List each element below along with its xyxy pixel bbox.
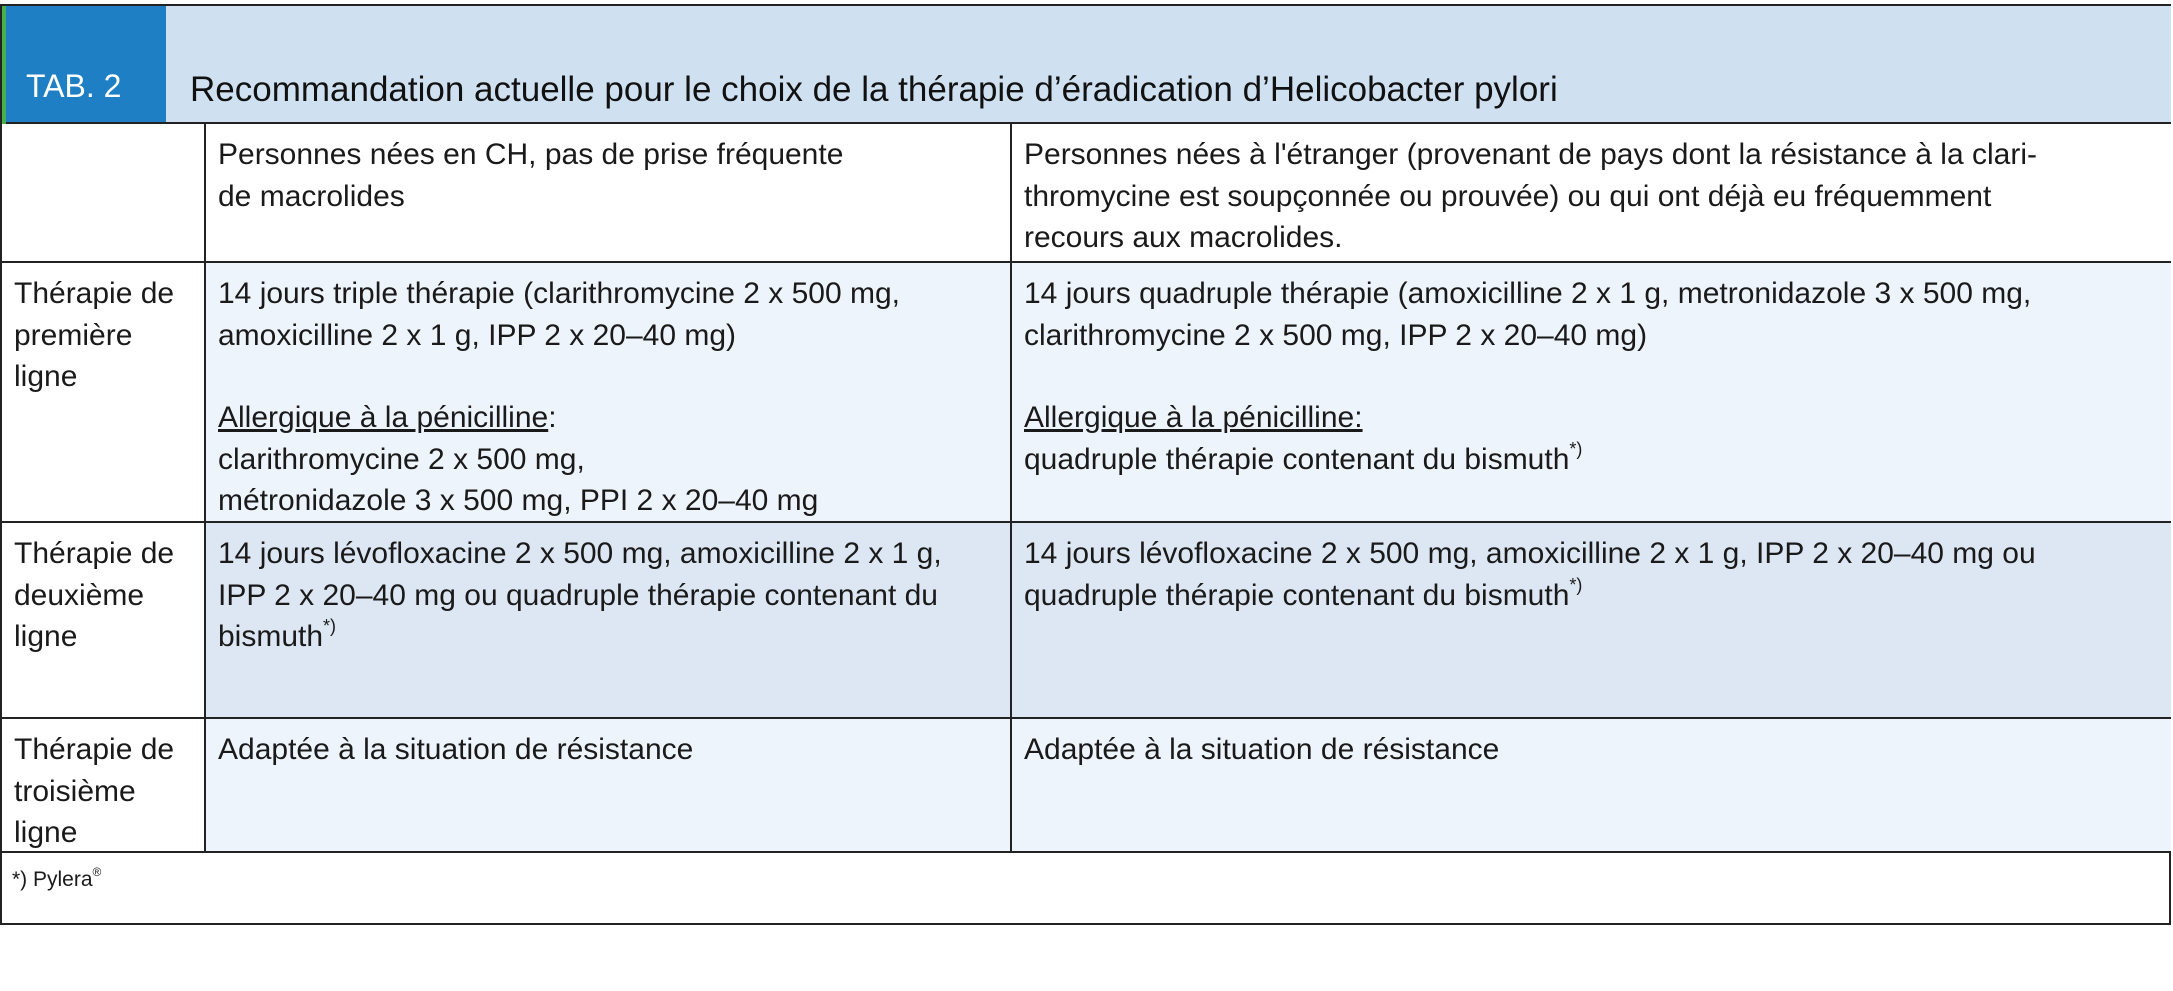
footnote-marker: *): [1569, 438, 1583, 459]
cell-second-line-abroad: 14 jours lévofloxacine 2 x 500 mg, amoxicilline 2 x 1 g, IPP 2 x 20–40 mg ou quadruple thérapie contenant du bismuth*): [1010, 523, 2171, 717]
table-row-first-line: [2, 263, 2171, 523]
allergy-heading: Allergique à la pénicilline: [218, 401, 549, 434]
cell-first-line-ch: 14 jours triple thérapie (clarithromycine 2 x 500 mg, amoxicilline 2 x 1 g, IPP 2 x 20–40 mg) Allergique à la pénicilline: clarithromycine 2 x 500 mg, métronidazole 3 x 500 mg, PPI 2 x 20–40 mg: [204, 263, 1010, 521]
row-label-third-line: Thérapie de troisième ligne: [2, 719, 204, 851]
table-row-header: [2, 124, 2171, 263]
table-header-bar: [2, 6, 2171, 124]
column-header-ch: Personnes nées en CH, pas de prise fréquente de macrolides: [204, 124, 1010, 261]
allergy-heading: Allergique à la pénicilline:: [1024, 401, 1363, 434]
row-label-second-line: Thérapie de deuxième ligne: [2, 523, 204, 717]
corner-cell: [2, 124, 204, 261]
cell-third-line-ch: Adaptée à la situation de résistance: [204, 719, 1010, 851]
cell-second-line-ch: 14 jours lévofloxacine 2 x 500 mg, amoxicilline 2 x 1 g, IPP 2 x 20–40 mg ou quadruple thérapie contenant du bismuth*): [204, 523, 1010, 717]
table-row-second-line: [2, 523, 2171, 719]
table-number: TAB. 2: [26, 68, 122, 104]
footnote: *) Pylera®: [12, 865, 102, 891]
table-frame: [0, 4, 2171, 925]
footnote-marker: *): [323, 616, 337, 636]
footnote-marker: *): [1569, 574, 1583, 595]
table-title: Recommandation actuelle pour le choix de la thérapie d’éradication d’Helicobacter pylori: [190, 70, 1558, 109]
cell-third-line-abroad: Adaptée à la situation de résistance: [1010, 719, 2171, 851]
table-row-third-line: [2, 719, 2171, 853]
row-label-first-line: Thérapie de première ligne: [2, 263, 204, 521]
cell-first-line-abroad: 14 jours quadruple thérapie (amoxicilline 2 x 1 g, metronidazole 3 x 500 mg, clarithromycine 2 x 500 mg, IPP 2 x 20–40 mg) Allergique à la pénicilline: quadruple thérapie contenant du bismuth*): [1010, 263, 2171, 521]
column-header-abroad: Personnes nées à l'étranger (provenant de pays dont la résistance à la clari- thromycine est soupçonnée ou prouvée) ou qui ont déjà eu fréquemment recours aux macrolides.: [1010, 124, 2171, 261]
accent-bar: [2, 6, 6, 124]
table-number-badge: [2, 6, 166, 124]
